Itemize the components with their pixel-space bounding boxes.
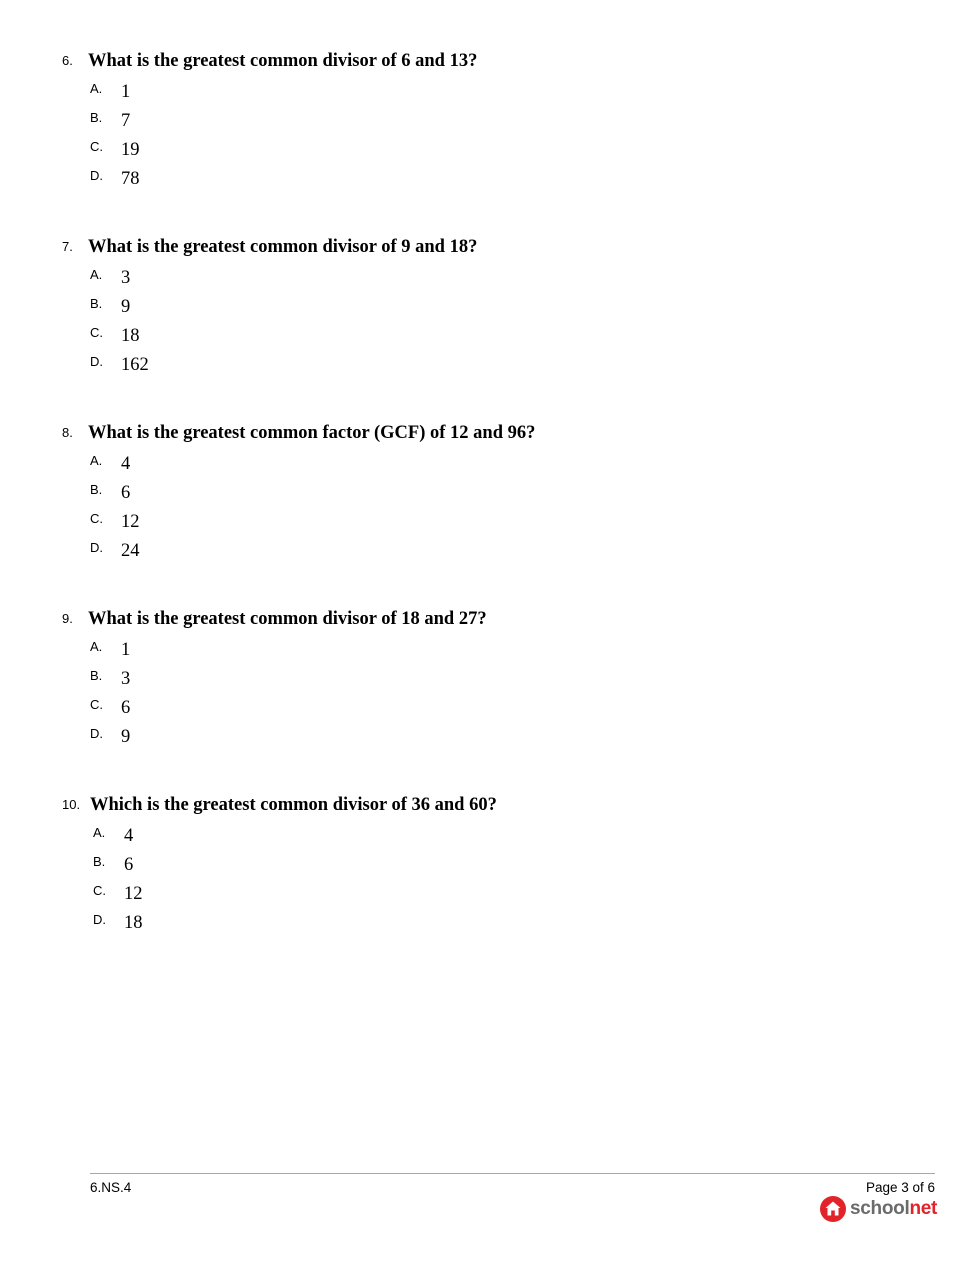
question-text: What is the greatest common divisor of 6 and 13? xyxy=(88,51,478,71)
option-value: 6 xyxy=(121,483,131,503)
option-value: 1 xyxy=(121,640,131,660)
option-letter: D. xyxy=(90,168,103,183)
option-letter: B. xyxy=(90,668,103,683)
option-value: 162 xyxy=(121,355,149,375)
question-number: 6. xyxy=(62,53,73,68)
option-value: 6 xyxy=(121,698,131,718)
logo-text-school: school xyxy=(850,1198,910,1219)
question-text: Which is the greatest common divisor of 36 and 60? xyxy=(90,795,497,815)
question-text: What is the greatest common divisor of 9 and 18? xyxy=(88,237,478,257)
option-letter: A. xyxy=(90,639,103,654)
option-letter: A. xyxy=(90,267,103,282)
option-value: 3 xyxy=(121,669,131,689)
option-letter: C. xyxy=(90,511,103,526)
question-number: 10. xyxy=(62,797,81,812)
option-value: 24 xyxy=(121,541,140,561)
house-icon xyxy=(820,1196,846,1222)
standard-code: 6.NS.4 xyxy=(90,1180,132,1195)
option-letter: D. xyxy=(90,540,103,555)
question-number: 9. xyxy=(62,611,73,626)
question-text: What is the greatest common divisor of 18 and 27? xyxy=(88,609,487,629)
option-value: 1 xyxy=(121,82,131,102)
option-letter: A. xyxy=(93,825,106,840)
option-letter: D. xyxy=(90,726,103,741)
option-value: 18 xyxy=(121,326,140,346)
option-letter: D. xyxy=(93,912,106,927)
option-value: 12 xyxy=(124,884,143,904)
option-letter: A. xyxy=(90,81,103,96)
question-text: What is the greatest common factor (GCF) of 12 and 96? xyxy=(88,423,536,443)
page-number: Page 3 of 6 xyxy=(865,1180,935,1195)
option-value: 4 xyxy=(124,826,134,846)
schoolnet-logo xyxy=(820,1195,937,1223)
question-number: 8. xyxy=(62,425,73,440)
option-letter: C. xyxy=(90,325,103,340)
option-value: 7 xyxy=(121,111,131,131)
option-letter: B. xyxy=(90,110,103,125)
option-letter: D. xyxy=(90,354,103,369)
option-letter: A. xyxy=(90,453,103,468)
option-value: 18 xyxy=(124,913,143,933)
option-letter: B. xyxy=(90,296,103,311)
option-value: 4 xyxy=(121,454,131,474)
option-value: 9 xyxy=(121,727,131,747)
option-value: 9 xyxy=(121,297,131,317)
option-letter: C. xyxy=(90,139,103,154)
option-value: 78 xyxy=(121,169,140,189)
footer-divider xyxy=(90,1173,935,1174)
option-letter: B. xyxy=(90,482,103,497)
option-letter: C. xyxy=(93,883,106,898)
option-value: 19 xyxy=(121,140,140,160)
option-value: 3 xyxy=(121,268,131,288)
option-letter: C. xyxy=(90,697,103,712)
question-number: 7. xyxy=(62,239,73,254)
option-value: 6 xyxy=(124,855,134,875)
option-letter: B. xyxy=(93,854,106,869)
option-value: 12 xyxy=(121,512,140,532)
logo-text xyxy=(850,1198,937,1220)
logo-text-net: net xyxy=(909,1198,938,1219)
